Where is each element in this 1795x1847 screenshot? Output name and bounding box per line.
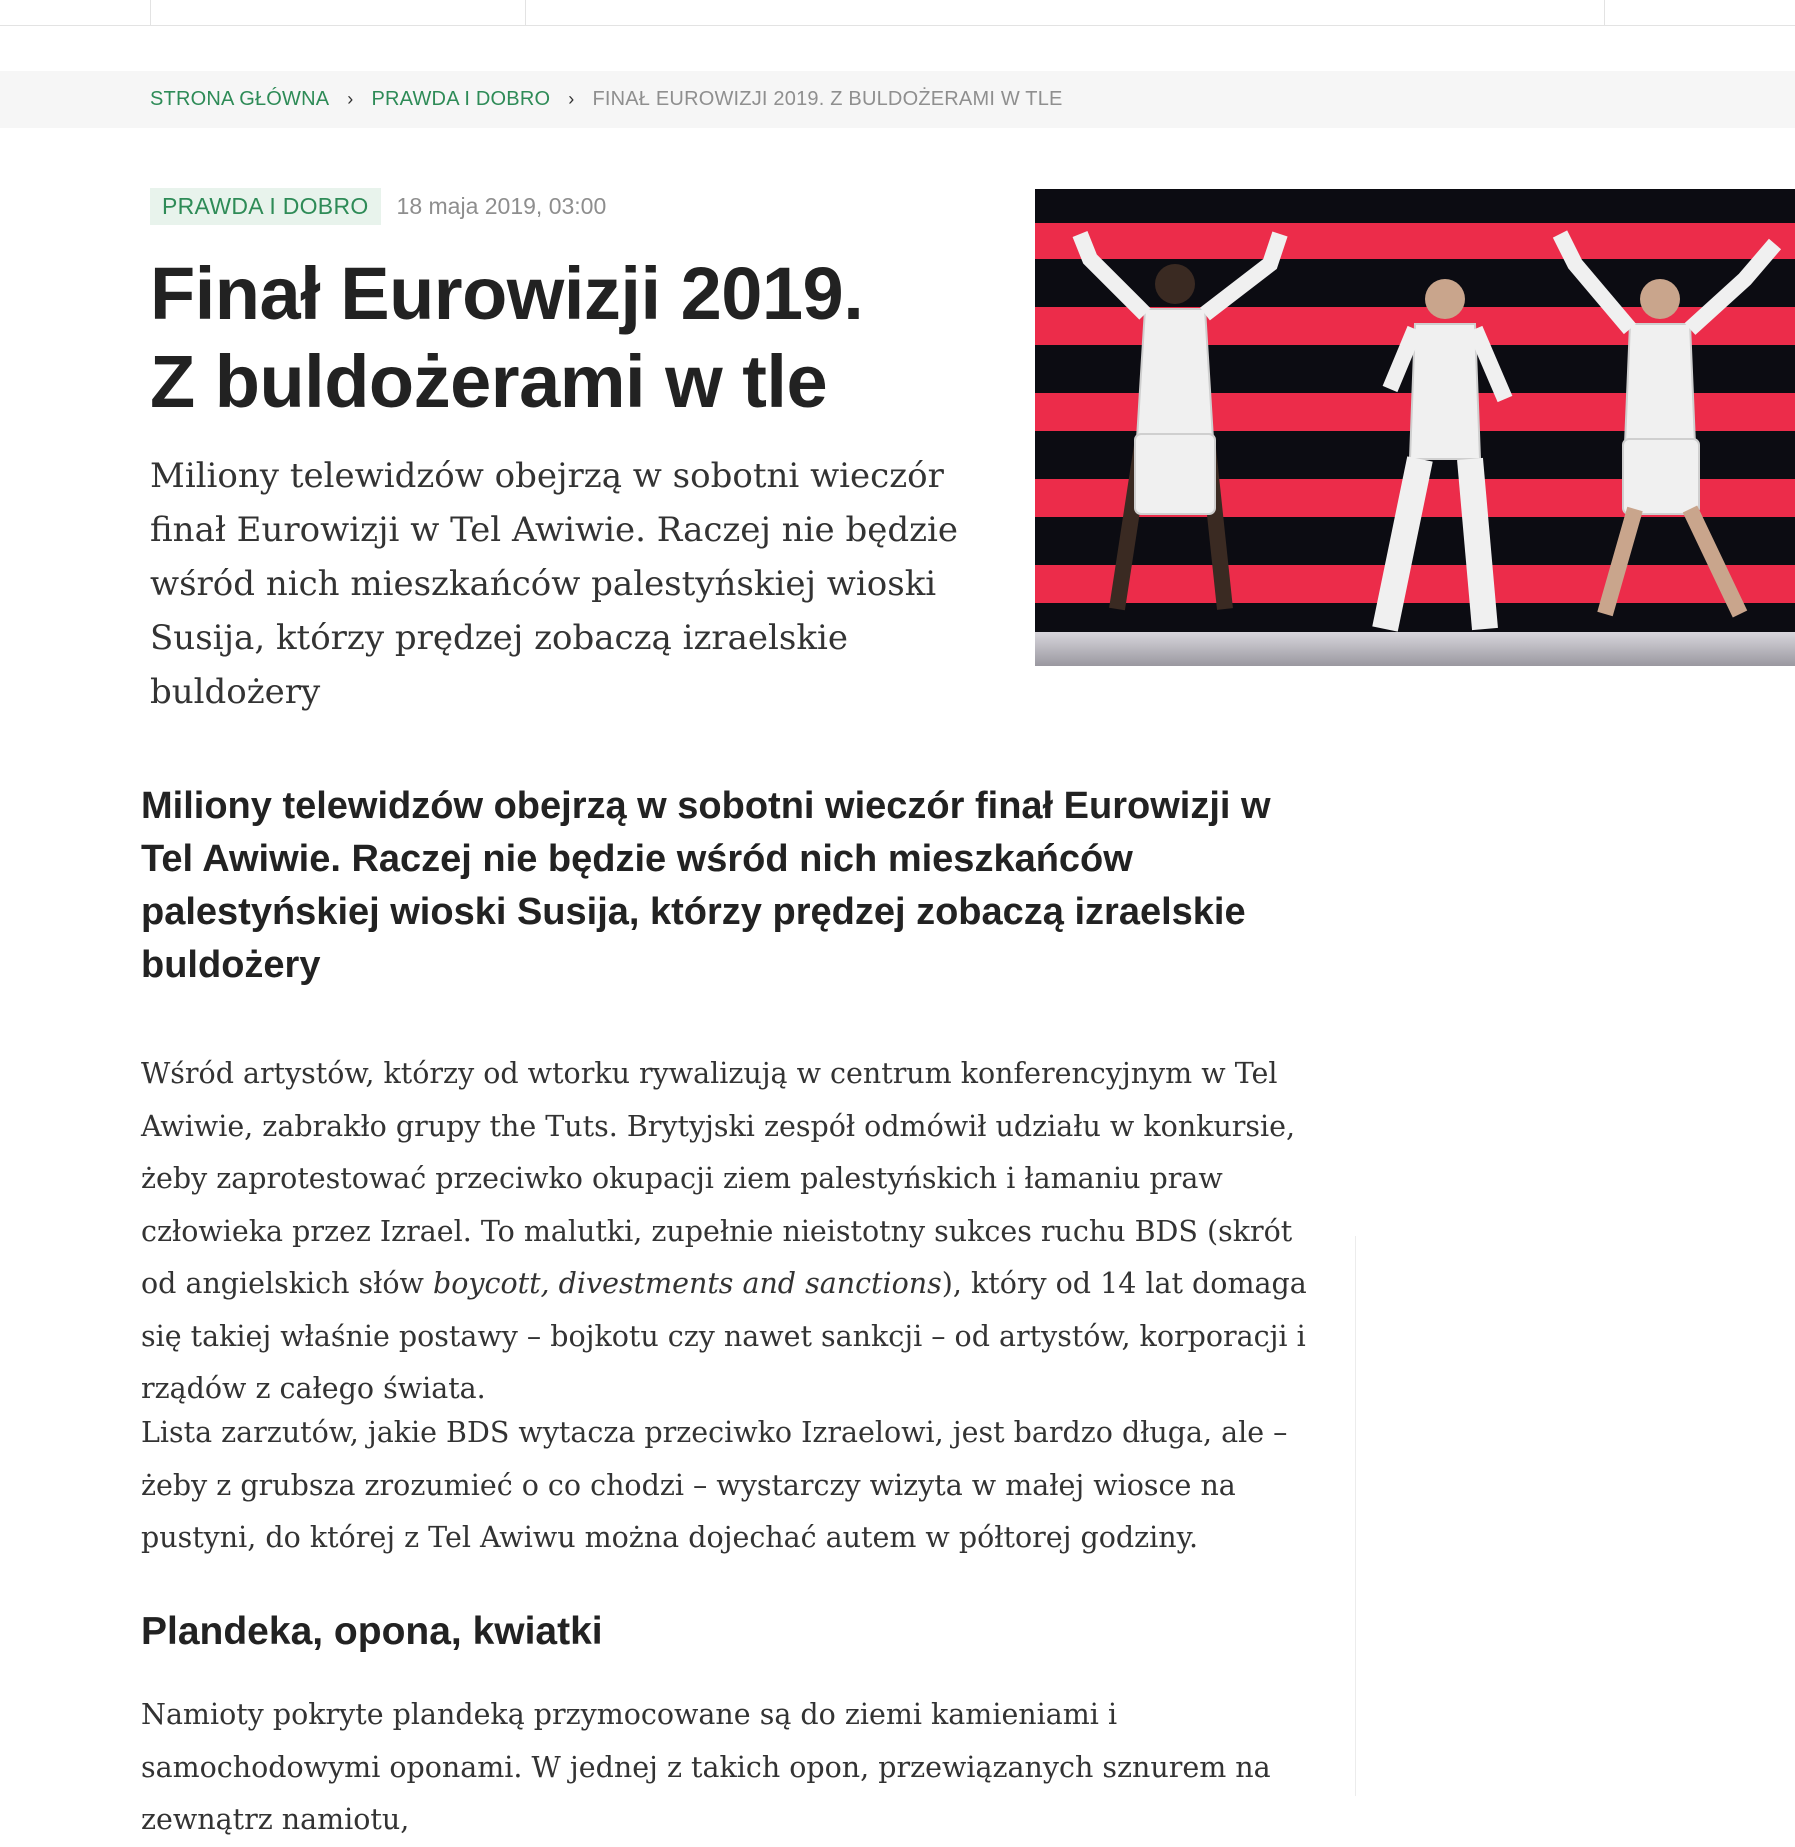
section-heading: Plandeka, opona, kwiatki — [141, 1610, 603, 1653]
category-badge[interactable]: PRAWDA I DOBRO — [150, 188, 381, 225]
breadcrumb-section-link[interactable]: PRAWDA I DOBRO — [371, 88, 551, 110]
performers-illustration — [1035, 189, 1795, 666]
article-intro: Miliony telewidzów obejrzą w sobotni wieczór finał Eurowizji w Tel Awiwie. Raczej nie będzie wśród nich mieszkańców palestyńskiej wioski Susija, którzy prędzej zobaczą izraelskie buldożery — [141, 785, 1271, 986]
article-paragraph: Lista zarzutów, jakie BDS wytacza przeciwko Izraelowi, jest bardzo długa, ale – żeby z grubsza zrozumieć o co chodzi – wystarczy wizyta w małej wiosce na pustyni, do której z Tel Awiwu można dojechać autem w półtorej godziny. — [141, 1416, 1288, 1554]
emphasis-text: boycott, divestments and sanctions — [433, 1267, 942, 1300]
breadcrumb — [0, 71, 1795, 128]
paragraph-text: ), który od 14 lat domaga się takiej właśnie postawy – bojkotu czy nawet sankcji – od artystów, korporacji i rządów z całego świata. — [141, 1267, 1307, 1405]
title-line-1: Finał Eurowizji 2019. — [150, 252, 864, 335]
article-paragraph: Namioty pokryte plandeką przymocowane są do ziemi kamieniami i samochodowymi oponami. W jednej z takich opon, przewiązanych sznurem na zewnątrz namiotu, — [141, 1698, 1271, 1836]
nav-divider — [525, 0, 526, 26]
article-paragraph — [141, 1048, 1321, 1416]
paragraph-text: Wśród artystów, którzy od wtorku rywalizują w centrum konferencyjnym w Tel Awiwie, zabrakło grupy the Tuts. Brytyjski zespół odmówił udziału w konkursie, żeby zaprotestować przeciwko okupacji ziem palestyńskich i łamaniu praw człowieka przez Izrael. To malutki, zupełnie nieistotny sukces ruchu BDS (skrót od angielskich słów — [141, 1057, 1296, 1300]
article-meta — [150, 188, 606, 225]
nav-divider — [1604, 0, 1605, 26]
article-lead: Miliony telewidzów obejrzą w sobotni wieczór finał Eurowizji w Tel Awiwie. Raczej nie będzie wśród nich mieszkańców palestyńskiej wioski Susija, którzy prędzej zobaczą izraelskie buldożery — [150, 456, 959, 712]
breadcrumb-home-link[interactable]: STRONA GŁÓWNA — [150, 88, 330, 110]
nav-divider — [150, 0, 151, 26]
top-navigation — [0, 0, 1795, 26]
sidebar-divider — [1355, 1236, 1356, 1796]
title-line-2: Z buldożerami w tle — [150, 340, 828, 423]
article-title — [150, 250, 970, 426]
chevron-right-icon: › — [568, 89, 575, 109]
breadcrumb-current: FINAŁ EUROWIZJI 2019. Z BULDOŻERAMI W TLE — [592, 88, 1063, 110]
hero-photo[interactable] — [1035, 189, 1795, 666]
publish-date: 18 maja 2019, 03:00 — [396, 193, 607, 219]
chevron-right-icon: › — [347, 89, 354, 109]
